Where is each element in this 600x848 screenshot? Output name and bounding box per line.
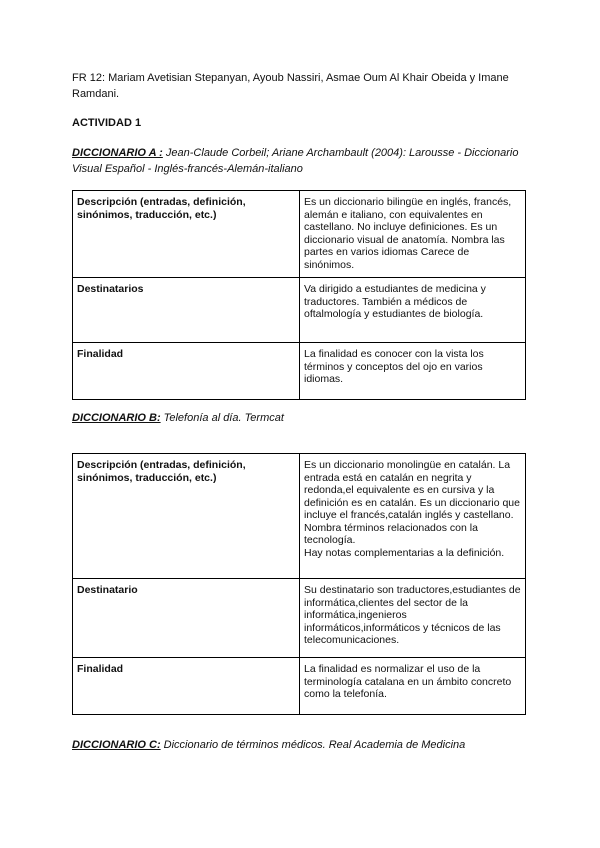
dictionary-a-title: Jean-Claude Corbeil; Ariane Archambault (2004): Larousse - Diccionario Visual Español - Inglés-francés-Alemán-italiano bbox=[72, 147, 519, 175]
table-row bbox=[73, 658, 526, 715]
row-key: Destinatarios bbox=[73, 278, 300, 343]
table-row bbox=[73, 454, 526, 579]
dictionary-b-title: Telefonía al día. Termcat bbox=[160, 412, 284, 424]
dictionary-b-label: DICCIONARIO B: bbox=[72, 412, 161, 424]
table-row bbox=[73, 278, 526, 343]
row-key: Finalidad bbox=[73, 343, 300, 400]
row-value: La finalidad es conocer con la vista los términos y conceptos del ojo en varios idiomas. bbox=[300, 343, 526, 400]
row-key: Descripción (entradas, definición, sinónimos, traducción, etc.) bbox=[73, 454, 300, 579]
authors-line: FR 12: Mariam Avetisian Stepanyan, Ayoub Nassiri, Asmae Oum Al Khair Obeida y Imane Ramdani. bbox=[72, 72, 509, 100]
row-value: Es un diccionario monolingüe en catalán. La entrada está en catalán en negrita y redonda,el equivalente es en cursiva y la definición es en catalán. Es un diccionario que incluye el francés,catalán inglés y castellano. Nombra términos relacionados con la tecnología. Hay notas complementarias a la definición. bbox=[300, 454, 526, 579]
row-value: La finalidad es normalizar el uso de la terminología catalana en un ámbito concreto como la telefonía. bbox=[300, 658, 526, 715]
dictionary-a-label: DICCIONARIO A : bbox=[72, 147, 163, 159]
row-value: Su destinatario son traductores,estudiantes de informática,clientes del sector de la informática,ingenieros informáticos,informáticos y técnicos de las telecomunicaciones. bbox=[300, 579, 526, 658]
dictionary-b-table bbox=[72, 453, 526, 715]
row-value: Es un diccionario bilingüe en inglés, francés, alemán e italiano, con equivalentes en castellano. No incluye definiciones. Es un diccionario visual de anatomía. Nombra las partes en varios idiomas Carece de sinónimos. bbox=[300, 191, 526, 278]
dictionary-c-label: DICCIONARIO C: bbox=[72, 739, 161, 751]
row-key: Destinatario bbox=[73, 579, 300, 658]
dictionary-a-table bbox=[72, 190, 526, 400]
dictionary-c-heading bbox=[72, 737, 532, 753]
activity-heading: ACTIVIDAD 1 bbox=[72, 117, 142, 129]
table-row bbox=[73, 191, 526, 278]
row-value: Va dirigido a estudiantes de medicina y traductores. También a médicos de oftalmología y estudiantes de biología. bbox=[300, 278, 526, 343]
table-row bbox=[73, 579, 526, 658]
row-key: Descripción (entradas, definición, sinónimos, traducción, etc.) bbox=[73, 191, 300, 278]
table-row bbox=[73, 343, 526, 400]
dictionary-c-title: Diccionario de términos médicos. Real Academia de Medicina bbox=[160, 739, 466, 751]
dictionary-a-heading bbox=[72, 145, 532, 177]
row-key: Finalidad bbox=[73, 658, 300, 715]
dictionary-b-heading bbox=[72, 410, 532, 426]
